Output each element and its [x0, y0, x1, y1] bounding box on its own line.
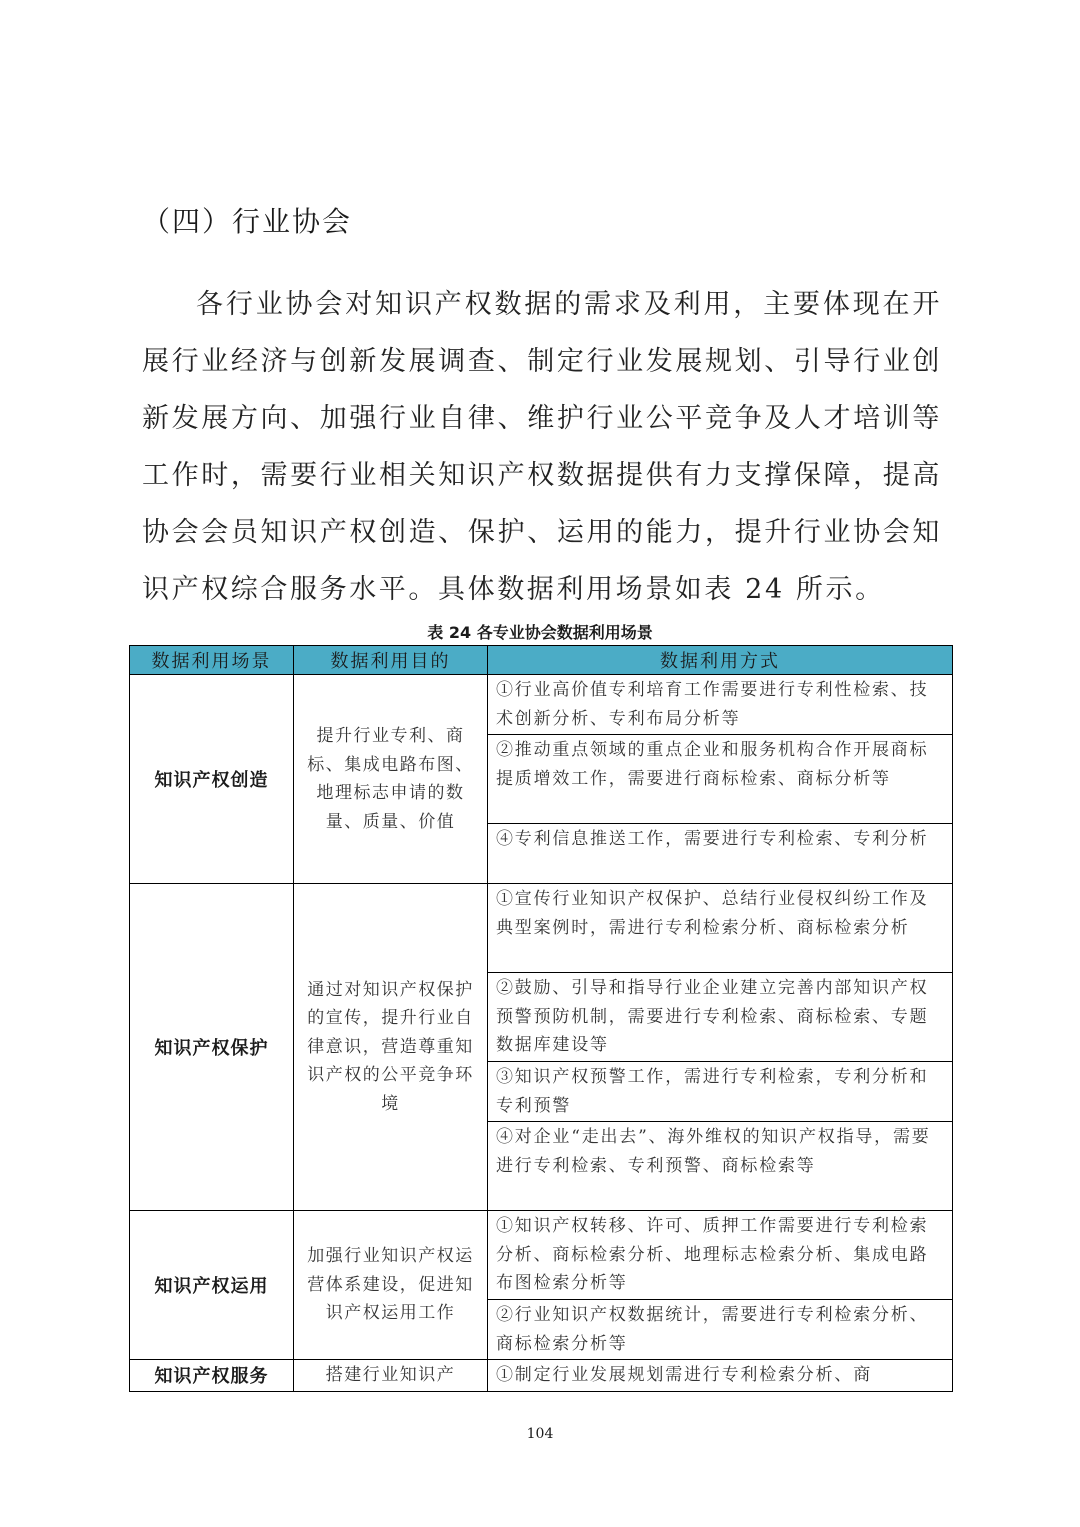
purpose-cell: 提升行业专利、商标、集成电路布图、地理标志申请的数量、质量、价值	[294, 675, 488, 884]
header-method: 数据利用方式	[488, 646, 953, 675]
header-scene: 数据利用场景	[130, 646, 294, 675]
header-purpose: 数据利用目的	[294, 646, 488, 675]
purpose-cell: 通过对知识产权保护的宣传，提升行业自律意识，营造尊重知识产权的公平竞争环境	[294, 884, 488, 1211]
section-heading: （四）行业协会	[142, 205, 353, 238]
table-row	[130, 675, 953, 735]
body-paragraph: 各行业协会对知识产权数据的需求及利用，主要体现在开展行业经济与创新发展调查、制定行业发展规划、引导行业创新发展方向、加强行业自律、维护行业公平竞争及人才培训等工作时，需要行业相关知识产权数据提供有力支撑保障，提高协会会员知识产权创造、保护、运用的能力，提升行业协会知识产权综合服务水平。具体数据利用场景如表 24 所示。	[142, 289, 942, 605]
table-row	[130, 884, 953, 973]
scene-cell: 知识产权创造	[130, 675, 294, 884]
method-cell: ②推动重点领域的重点企业和服务机构合作开展商标提质增效工作，需要进行商标检索、商标分析等	[488, 735, 953, 824]
purpose-cell: 搭建行业知识产	[294, 1360, 488, 1392]
scene-cell: 知识产权运用	[130, 1211, 294, 1360]
method-cell: ①宣传行业知识产权保护、总结行业侵权纠纷工作及典型案例时，需进行专利检索分析、商标检索分析	[488, 884, 953, 973]
method-cell: ①行业高价值专利培育工作需要进行专利性检索、技术创新分析、专利布局分析等	[488, 675, 953, 735]
table-header-row	[130, 646, 953, 675]
table-row	[130, 1360, 953, 1392]
method-cell: ④专利信息推送工作，需要进行专利检索、专利分析	[488, 824, 953, 884]
table-row	[130, 1211, 953, 1300]
page-number: 104	[526, 1426, 554, 1442]
method-cell: ②行业知识产权数据统计，需要进行专利检索分析、商标检索分析等	[488, 1300, 953, 1360]
method-cell: ②鼓励、引导和指导行业企业建立完善内部知识产权预警预防机制，需要进行专利检索、商标检索、专题数据库建设等	[488, 973, 953, 1062]
table-caption: 表 24 各专业协会数据利用场景	[427, 623, 653, 642]
method-cell: ③知识产权预警工作，需进行专利检索，专利分析和专利预警	[488, 1062, 953, 1122]
purpose-cell: 加强行业知识产权运营体系建设，促进知识产权运用工作	[294, 1211, 488, 1360]
method-cell: ①知识产权转移、许可、质押工作需要进行专利检索分析、商标检索分析、地理标志检索分析、集成电路布图检索分析等	[488, 1211, 953, 1300]
data-usage-table	[129, 645, 953, 1392]
method-cell: ①制定行业发展规划需进行专利检索分析、商	[488, 1360, 953, 1392]
scene-cell: 知识产权服务	[130, 1360, 294, 1392]
scene-cell: 知识产权保护	[130, 884, 294, 1211]
method-cell: ④对企业“走出去”、海外维权的知识产权指导，需要进行专利检索、专利预警、商标检索等	[488, 1122, 953, 1211]
